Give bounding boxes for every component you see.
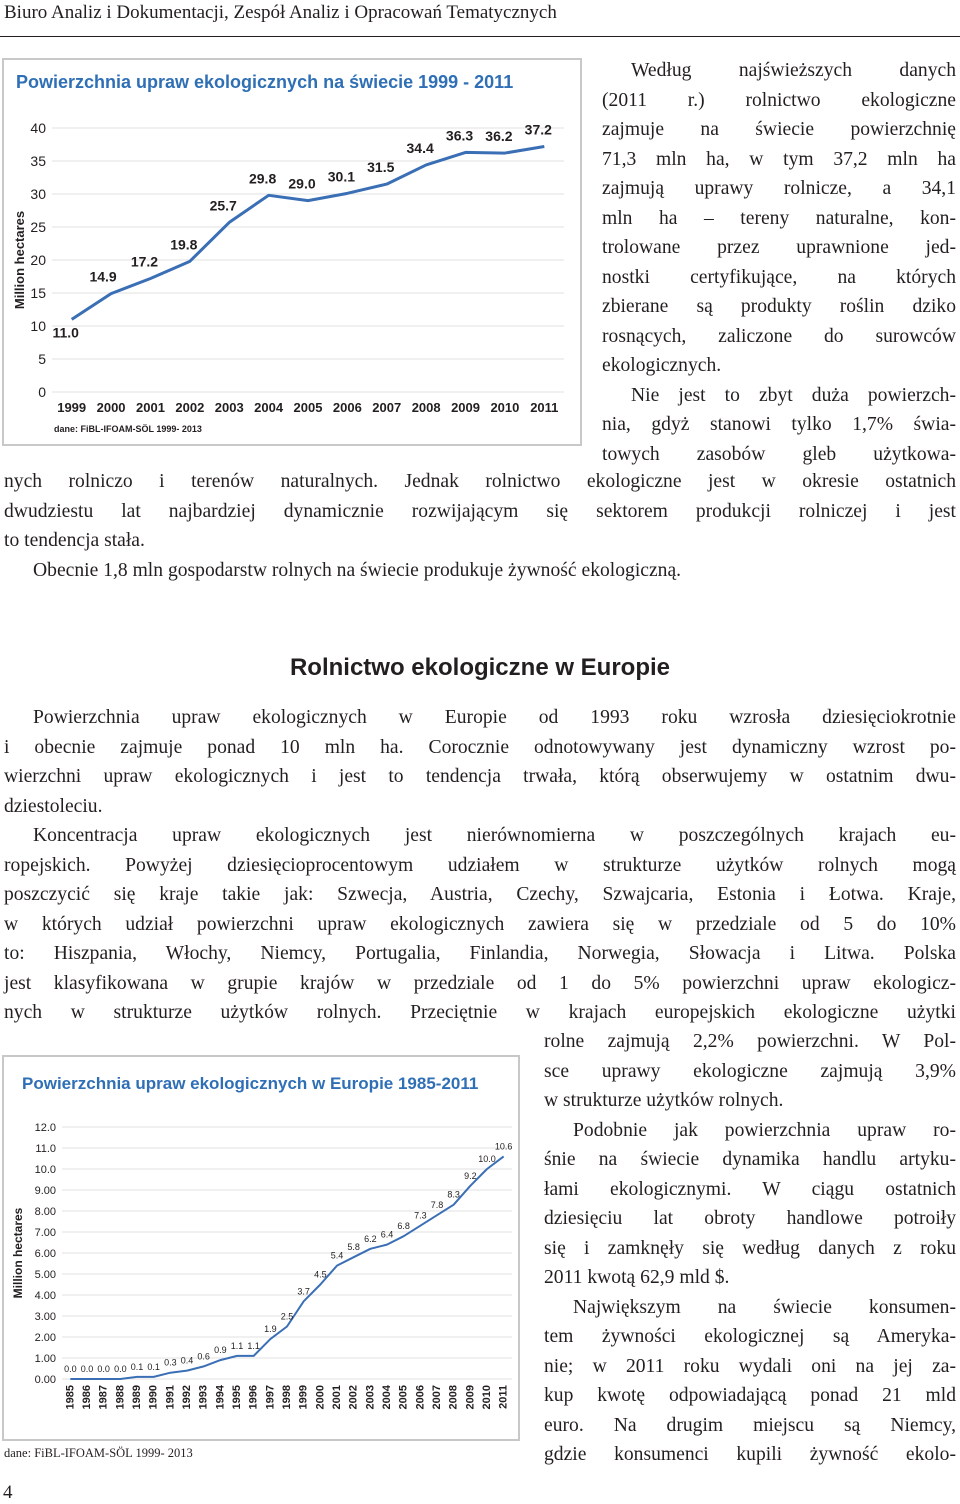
y-axis-label: Million hectares	[11, 1207, 25, 1299]
y-tick-label: 7.00	[34, 1226, 56, 1239]
y-tick-label: 0.00	[34, 1373, 56, 1386]
text-line: wierzchni upraw ekologicznych i jest to tendencja trwała, którą obserwujemy w ostatnim dwu-	[4, 766, 956, 787]
x-tick-label: 1992	[181, 1385, 193, 1410]
text-line: dziestoleciu.	[4, 795, 103, 817]
data-label: 3.7	[297, 1286, 310, 1297]
text-line: to tendencja stała.	[4, 530, 145, 551]
data-label: 1.9	[264, 1324, 277, 1335]
data-label: 0.1	[130, 1361, 144, 1372]
text-line: tem żywności ekologicznej są Ameryka-	[544, 1326, 956, 1347]
header-rule	[0, 36, 960, 37]
y-tick-label: 1.00	[34, 1352, 56, 1365]
data-label: 37.2	[524, 121, 552, 138]
data-label: 9.2	[464, 1170, 477, 1181]
text-line: Największym na świecie konsumen-	[573, 1296, 956, 1318]
y-tick-label: 12.0	[34, 1121, 56, 1134]
x-tick-label: 2005	[397, 1385, 410, 1410]
paragraph-farms: Obecnie 1,8 mln gospodarstw rolnych na świecie produkuje żywność ekologiczną.	[33, 559, 682, 581]
text-line: Podobnie jak powierzchnia upraw ro-	[573, 1119, 956, 1141]
data-label: 36.3	[445, 127, 474, 144]
text-line: zajmuje na świecie powierzchnię	[602, 119, 956, 140]
text-line: i obecnie zajmuje ponad 10 mln ha. Corocznie odnotowywany jest dynamiczny wzrost po-	[4, 736, 956, 758]
world-chart	[2, 58, 582, 446]
chart-title: Powierzchnia upraw ekologicznych w Europie 1985-2011	[22, 1074, 479, 1093]
y-tick-label: 10	[30, 317, 46, 334]
x-tick-label: 1998	[281, 1385, 293, 1410]
y-tick-label: 10.0	[34, 1163, 56, 1176]
data-label: 25.7	[209, 197, 237, 214]
x-tick-label: 1996	[247, 1385, 260, 1410]
text-line: zajmują uprawy rolnicze, a 34,1	[602, 178, 956, 199]
x-tick-label: 2000	[314, 1385, 327, 1410]
section-heading: Rolnictwo ekologiczne w Europie	[289, 654, 671, 681]
text-line: nych w strukturze użytków rolnych. Przeciętnie w krajach europejskich ekologiczne użytki	[4, 1002, 956, 1023]
data-label: 0.1	[147, 1361, 160, 1372]
y-tick-label: 15	[30, 284, 46, 301]
text-line: w strukturze użytków rolnych.	[544, 1090, 784, 1111]
text-line: (2011 r.) rolnictwo ekologiczne	[602, 89, 956, 111]
chart-title: Powierzchnia upraw ekologicznych na świecie 1999 - 2011	[16, 72, 514, 92]
data-label: 19.8	[170, 236, 198, 253]
data-label: 5.8	[347, 1242, 360, 1253]
x-tick-label: 2011	[497, 1385, 510, 1409]
data-label: 7.8	[430, 1200, 444, 1211]
text-line: Powierzchnia upraw ekologicznych w Europie od 1993 roku wzrosła dziesięciokrotnie	[33, 707, 956, 728]
x-tick-label: 2011	[530, 400, 559, 415]
x-tick-label: 2007	[431, 1385, 443, 1410]
data-label: 1.1	[247, 1340, 260, 1351]
data-label: 36.2	[485, 128, 513, 145]
text-line: śnie na świecie dynamika handlu artyku-	[544, 1149, 956, 1170]
y-tick-label: 0	[38, 383, 46, 400]
data-label: 6.2	[364, 1233, 377, 1244]
x-tick-label: 1993	[197, 1385, 210, 1410]
text-line: jest klasyfikowana w grupie krajów w przedziale od 1 do 5% powierzchni upraw ekologicz-	[4, 972, 956, 994]
data-label: 14.9	[89, 268, 117, 285]
y-tick-label: 20	[30, 251, 46, 268]
text-line: nia, gdyż stanowi tylko 1,7% świa-	[602, 414, 956, 435]
data-label: 4.5	[314, 1269, 327, 1280]
text-line: Według najświeższych danych	[631, 60, 956, 81]
data-label: 29.0	[288, 175, 316, 192]
x-tick-label: 1988	[114, 1385, 127, 1410]
paragraph-share-cont	[4, 467, 956, 556]
x-tick-label: 2000	[96, 400, 126, 415]
data-label: 0.0	[114, 1364, 127, 1374]
text-line: 2011 kwotą 62,9 mld $.	[544, 1267, 730, 1288]
x-tick-label: 1997	[264, 1385, 277, 1410]
x-tick-label: 2001	[136, 400, 165, 415]
x-tick-label: 1990	[147, 1385, 160, 1410]
x-tick-label: 2002	[175, 400, 205, 415]
x-tick-label: 2010	[490, 400, 520, 415]
world-chart-svg	[4, 60, 580, 444]
text-line: zbierane są produkty roślin dziko	[602, 296, 956, 317]
data-label: 0.9	[214, 1345, 227, 1356]
europe-chart-svg	[4, 1057, 518, 1439]
paragraph-concentration	[4, 821, 956, 1028]
text-line: trolowane przez uprawnione jed-	[602, 237, 956, 258]
data-label: 34.4	[406, 139, 434, 156]
page-number: 4	[3, 1482, 13, 1503]
x-tick-label: 1999	[297, 1385, 310, 1410]
y-tick-label: 6.00	[34, 1247, 56, 1260]
y-tick-label: 30	[30, 185, 46, 202]
x-tick-label: 2008	[411, 400, 441, 415]
data-label: 0.0	[64, 1364, 77, 1374]
text-full-1	[4, 467, 956, 585]
data-label: 5.4	[330, 1250, 344, 1261]
x-tick-label: 2001	[331, 1385, 343, 1410]
data-label: 0.6	[197, 1351, 210, 1362]
data-label: 0.0	[80, 1364, 94, 1374]
data-label: 7.3	[414, 1210, 427, 1221]
text-right-col-1	[602, 56, 956, 469]
data-label: 2.5	[280, 1311, 294, 1322]
data-label: 10.0	[478, 1154, 496, 1164]
data-label: 6.4	[380, 1229, 394, 1240]
data-label: 0.3	[164, 1357, 177, 1368]
chart-source: dane: FiBL-IFOAM-SÖL 1999- 2013	[54, 424, 202, 434]
x-tick-label: 2002	[347, 1385, 360, 1410]
paragraph-europe-area	[4, 703, 956, 821]
text-line: łami ekologicznymi. W ciągu ostatnich	[544, 1178, 956, 1200]
x-tick-label: 1989	[131, 1385, 143, 1410]
paragraph-consumers	[544, 1293, 956, 1470]
paragraph-share	[602, 381, 956, 470]
text-line: kup kwotę odpowiadającą ponad 21 mld	[544, 1385, 956, 1406]
y-tick-label: 11.0	[35, 1142, 56, 1155]
text-line: poszczycić się kraje takie jak: Szwecja, Austria, Czechy, Szwajcaria, Estonia i Łotwa. Kraje,	[4, 884, 956, 905]
data-label: 0.0	[97, 1364, 110, 1374]
x-tick-label: 1987	[97, 1385, 110, 1410]
x-tick-label: 2009	[464, 1385, 477, 1410]
data-label: 31.5	[367, 159, 395, 176]
x-tick-label: 1991	[164, 1385, 177, 1410]
y-tick-label: 25	[30, 218, 46, 235]
data-label: 17.2	[130, 253, 159, 270]
x-tick-label: 2006	[332, 400, 362, 415]
data-label: 0.4	[180, 1355, 194, 1366]
text-line: nostki certyfikujące, na których	[602, 266, 956, 288]
text-line: dwudziestu lat najbardziej dynamicznie rozwijającym się sektorem produkcji rolniczej i jest	[4, 500, 956, 522]
y-tick-label: 40	[30, 119, 46, 136]
text-line: 71,3 mln ha, w tym 37,2 mln ha	[602, 148, 956, 170]
x-tick-label: 1986	[81, 1385, 93, 1410]
x-tick-label: 1985	[64, 1385, 77, 1410]
x-tick-label: 2003	[364, 1385, 377, 1410]
data-label: 11.0	[52, 324, 79, 341]
x-tick-label: 1994	[214, 1385, 227, 1410]
text-line: gdzie konsumenci kupili żywność ekolo-	[544, 1444, 956, 1465]
x-tick-label: 2008	[447, 1385, 460, 1410]
y-tick-label: 8.00	[34, 1205, 56, 1218]
data-label: 10.6	[494, 1141, 513, 1152]
text-line: mln ha – tereny naturalne, kon-	[602, 207, 956, 229]
x-tick-label: 2003	[214, 400, 244, 415]
text-line: rosnących, zaliczone do surowców	[602, 325, 956, 347]
text-line: ekologicznych.	[602, 355, 722, 376]
text-line: w których udział powierzchni upraw ekologicznych zawiera się w przedziale od 5 do 10%	[4, 913, 956, 935]
text-line: dziesięciu lat obroty handlowe potroiły	[544, 1208, 956, 1229]
x-tick-label: 2007	[372, 400, 402, 415]
data-label: 6.8	[397, 1221, 410, 1232]
paragraph-poland	[544, 1027, 956, 1116]
text-line: ropejskich. Powyżej dziesięcioprocentowym udziałem w strukturze użytków rolnych mogą	[4, 854, 956, 876]
y-tick-label: 5.00	[34, 1268, 56, 1281]
y-tick-label: 2.00	[34, 1331, 56, 1344]
y-axis-label: Million hectares	[12, 210, 27, 310]
y-tick-label: 35	[30, 152, 46, 169]
data-label: 1.1	[230, 1340, 244, 1351]
text-line: sce uprawy ekologiczne zajmują 3,9%	[544, 1060, 956, 1082]
text-line: to: Hiszpania, Włochy, Niemcy, Portugalia, Finlandia, Norwegia, Słowacja i Litwa. Polska	[4, 943, 956, 964]
text-line: euro. Na drugim miejscu są Niemcy,	[544, 1414, 956, 1436]
x-tick-label: 2004	[381, 1385, 393, 1410]
text-line: Koncentracja upraw ekologicznych jest nierównomierna w poszczególnych krajach eu-	[33, 825, 956, 846]
text-line: towych zasobów gleb użytkowa-	[602, 443, 956, 465]
paragraph-trade	[544, 1116, 956, 1293]
x-tick-label: 2006	[414, 1385, 427, 1410]
y-tick-label: 3.00	[34, 1310, 56, 1323]
x-tick-label: 2004	[254, 400, 284, 415]
text-line: nie; w 2011 roku wydali oni na jej za-	[544, 1355, 956, 1377]
text-line: Nie jest to zbyt duża powierzch-	[631, 384, 956, 406]
text-line: rolne zajmują 2,2% powierzchni. W Pol-	[544, 1031, 956, 1052]
text-full-2	[4, 703, 956, 1028]
x-tick-label: 2005	[293, 400, 323, 415]
x-tick-label: 2010	[481, 1385, 493, 1410]
x-tick-label: 1995	[231, 1385, 243, 1410]
text-line: się i zamknęły się według danych z roku	[544, 1237, 956, 1259]
y-tick-label: 4.00	[34, 1289, 56, 1302]
running-header: Biuro Analiz i Dokumentacji, Zespół Analiz i Opracowań Tematycznych	[4, 2, 557, 23]
data-label: 8.3	[447, 1189, 460, 1200]
paragraph-world-area	[602, 56, 956, 381]
y-tick-label: 9.00	[34, 1184, 56, 1197]
y-tick-label: 5	[38, 350, 46, 367]
data-label: 29.8	[248, 170, 277, 187]
data-label: 30.1	[327, 168, 356, 185]
x-tick-label: 1999	[57, 400, 87, 415]
source-note: dane: FiBL-IFOAM-SÖL 1999- 2013	[4, 1446, 193, 1460]
text-right-col-2	[544, 1027, 956, 1470]
x-tick-label: 2009	[451, 400, 480, 415]
text-line: nych rolniczo i terenów naturalnych. Jednak rolnictwo ekologiczne jest w okresie ostatnich	[4, 471, 956, 492]
europe-chart	[2, 1055, 520, 1441]
